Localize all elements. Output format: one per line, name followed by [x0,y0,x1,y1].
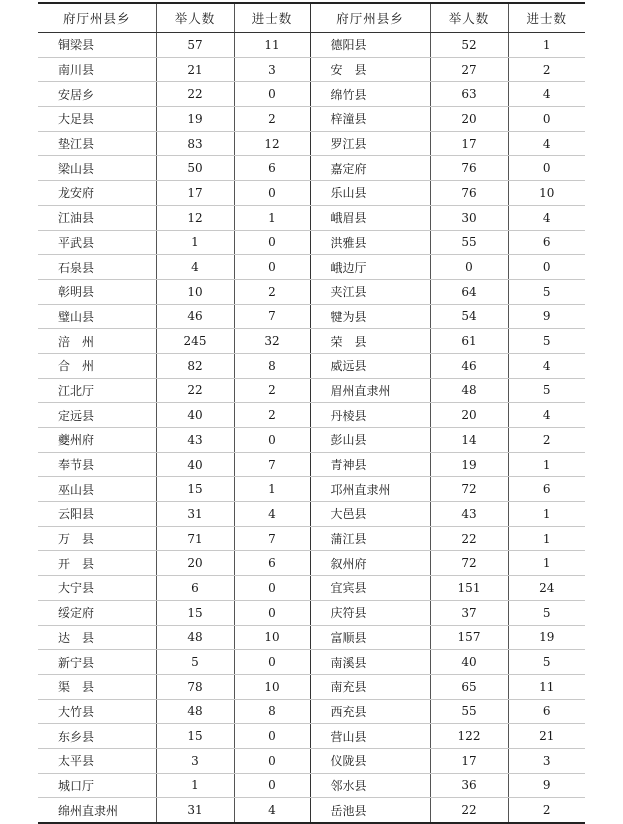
cell-jinshi-right: 2 [508,798,585,823]
header-place-right: 府厅州县乡 [310,3,430,33]
cell-jinshi-right: 21 [508,724,585,749]
header-jinshi-right: 进士数 [508,3,585,33]
cell-juren-right: 55 [430,230,508,255]
table-row [38,156,585,181]
cell-jinshi-left: 12 [234,131,310,156]
cell-juren-right: 0 [430,255,508,280]
table-header [38,3,585,33]
cell-juren-left: 82 [156,353,234,378]
cell-place-left: 垫江县 [38,131,156,156]
cell-jinshi-right: 6 [508,230,585,255]
cell-place-right: 德阳县 [310,33,430,58]
cell-juren-left: 1 [156,773,234,798]
cell-place-right: 庆符县 [310,600,430,625]
cell-juren-right: 52 [430,33,508,58]
cell-jinshi-left: 3 [234,57,310,82]
cell-place-right: 丹棱县 [310,403,430,428]
cell-juren-left: 22 [156,378,234,403]
cell-place-right: 叙州府 [310,551,430,576]
cell-place-right: 青神县 [310,452,430,477]
cell-juren-right: 43 [430,502,508,527]
cell-jinshi-left: 0 [234,650,310,675]
cell-jinshi-left: 0 [234,748,310,773]
table-row [38,551,585,576]
cell-juren-left: 78 [156,674,234,699]
header-juren-right: 举人数 [430,3,508,33]
cell-jinshi-left: 11 [234,33,310,58]
cell-juren-left: 31 [156,502,234,527]
cell-jinshi-left: 0 [234,773,310,798]
table-row [38,279,585,304]
cell-place-right: 嘉定府 [310,156,430,181]
cell-jinshi-left: 7 [234,526,310,551]
table-row [38,378,585,403]
cell-place-right: 邻水县 [310,773,430,798]
cell-jinshi-right: 1 [508,33,585,58]
cell-juren-right: 22 [430,526,508,551]
cell-juren-right: 76 [430,181,508,206]
cell-place-right: 富顺县 [310,625,430,650]
cell-juren-left: 21 [156,57,234,82]
cell-place-left: 新宁县 [38,650,156,675]
cell-jinshi-right: 0 [508,255,585,280]
cell-juren-right: 65 [430,674,508,699]
cell-jinshi-right: 0 [508,107,585,132]
cell-jinshi-left: 0 [234,181,310,206]
cell-jinshi-right: 4 [508,205,585,230]
table-row [38,650,585,675]
cell-juren-left: 40 [156,403,234,428]
cell-place-left: 铜梁县 [38,33,156,58]
cell-jinshi-left: 10 [234,674,310,699]
cell-jinshi-left: 0 [234,428,310,453]
cell-jinshi-left: 0 [234,255,310,280]
cell-juren-right: 46 [430,353,508,378]
cell-juren-left: 10 [156,279,234,304]
cell-place-right: 夹江县 [310,279,430,304]
cell-juren-left: 1 [156,230,234,255]
cell-place-left: 大宁县 [38,576,156,601]
cell-juren-left: 22 [156,82,234,107]
cell-juren-left: 40 [156,452,234,477]
cell-place-left: 绵州直隶州 [38,798,156,823]
cell-jinshi-left: 32 [234,329,310,354]
cell-place-right: 安 县 [310,57,430,82]
cell-jinshi-right: 5 [508,329,585,354]
header-jinshi-left: 进士数 [234,3,310,33]
cell-jinshi-left: 1 [234,205,310,230]
cell-juren-left: 4 [156,255,234,280]
cell-place-right: 营山县 [310,724,430,749]
cell-place-right: 梓潼县 [310,107,430,132]
cell-place-left: 龙安府 [38,181,156,206]
cell-juren-left: 5 [156,650,234,675]
cell-place-right: 仪陇县 [310,748,430,773]
table-row [38,57,585,82]
table-row [38,748,585,773]
cell-place-right: 岳池县 [310,798,430,823]
cell-place-left: 安居乡 [38,82,156,107]
cell-jinshi-right: 2 [508,428,585,453]
cell-place-right: 荣 县 [310,329,430,354]
cell-jinshi-left: 0 [234,576,310,601]
cell-place-left: 渠 县 [38,674,156,699]
table-row [38,329,585,354]
cell-juren-right: 40 [430,650,508,675]
table-row [38,107,585,132]
cell-jinshi-left: 2 [234,107,310,132]
cell-juren-right: 157 [430,625,508,650]
table-row [38,625,585,650]
cell-jinshi-left: 6 [234,156,310,181]
cell-place-right: 眉州直隶州 [310,378,430,403]
cell-place-left: 云阳县 [38,502,156,527]
cell-place-left: 开 县 [38,551,156,576]
cell-place-left: 璧山县 [38,304,156,329]
cell-jinshi-left: 2 [234,279,310,304]
cell-place-right: 宜宾县 [310,576,430,601]
cell-place-right: 蒲江县 [310,526,430,551]
table-row [38,205,585,230]
cell-juren-left: 12 [156,205,234,230]
cell-juren-left: 15 [156,724,234,749]
cell-place-left: 巫山县 [38,477,156,502]
cell-jinshi-left: 4 [234,502,310,527]
table-row [38,82,585,107]
cell-juren-right: 30 [430,205,508,230]
cell-place-left: 江油县 [38,205,156,230]
cell-juren-right: 55 [430,699,508,724]
cell-jinshi-left: 10 [234,625,310,650]
cell-juren-right: 37 [430,600,508,625]
cell-jinshi-right: 3 [508,748,585,773]
table-row [38,181,585,206]
cell-juren-left: 48 [156,625,234,650]
cell-juren-right: 48 [430,378,508,403]
cell-jinshi-left: 7 [234,304,310,329]
cell-juren-right: 17 [430,748,508,773]
cell-juren-left: 20 [156,551,234,576]
cell-jinshi-left: 1 [234,477,310,502]
cell-jinshi-left: 6 [234,551,310,576]
cell-place-left: 万 县 [38,526,156,551]
table-row [38,699,585,724]
cell-juren-left: 43 [156,428,234,453]
cell-jinshi-left: 0 [234,600,310,625]
cell-place-right: 洪雅县 [310,230,430,255]
table-row [38,600,585,625]
cell-jinshi-right: 19 [508,625,585,650]
cell-jinshi-right: 0 [508,156,585,181]
cell-juren-right: 151 [430,576,508,601]
cell-jinshi-right: 4 [508,131,585,156]
cell-place-left: 城口厅 [38,773,156,798]
cell-juren-right: 20 [430,403,508,428]
cell-juren-right: 64 [430,279,508,304]
cell-place-left: 江北厅 [38,378,156,403]
table-row [38,452,585,477]
table-row [38,353,585,378]
cell-place-right: 彭山县 [310,428,430,453]
cell-jinshi-right: 6 [508,699,585,724]
cell-jinshi-left: 0 [234,230,310,255]
table-row [38,403,585,428]
cell-juren-left: 15 [156,600,234,625]
cell-jinshi-right: 2 [508,57,585,82]
cell-juren-left: 83 [156,131,234,156]
cell-juren-left: 6 [156,576,234,601]
cell-juren-left: 17 [156,181,234,206]
cell-juren-left: 3 [156,748,234,773]
cell-place-left: 大足县 [38,107,156,132]
cell-juren-right: 72 [430,551,508,576]
header-place-left: 府厅州县乡 [38,3,156,33]
table-row [38,526,585,551]
table-row [38,304,585,329]
table-row [38,502,585,527]
table-row [38,131,585,156]
cell-juren-right: 20 [430,107,508,132]
cell-jinshi-right: 9 [508,773,585,798]
cell-place-left: 石泉县 [38,255,156,280]
cell-juren-right: 17 [430,131,508,156]
table-row [38,33,585,58]
cell-juren-right: 22 [430,798,508,823]
cell-juren-right: 61 [430,329,508,354]
cell-place-right: 大邑县 [310,502,430,527]
cell-jinshi-right: 5 [508,378,585,403]
cell-place-right: 乐山县 [310,181,430,206]
data-table-page [38,2,585,818]
cell-jinshi-right: 5 [508,650,585,675]
cell-place-left: 定远县 [38,403,156,428]
cell-jinshi-right: 6 [508,477,585,502]
cell-place-right: 邛州直隶州 [310,477,430,502]
cell-place-left: 东乡县 [38,724,156,749]
cell-jinshi-left: 2 [234,403,310,428]
table-row [38,428,585,453]
cell-place-right: 南充县 [310,674,430,699]
cell-place-right: 绵竹县 [310,82,430,107]
cell-place-left: 梁山县 [38,156,156,181]
cell-place-left: 彰明县 [38,279,156,304]
cell-jinshi-left: 7 [234,452,310,477]
cell-juren-left: 19 [156,107,234,132]
cell-place-left: 大竹县 [38,699,156,724]
cell-place-right: 峨边厅 [310,255,430,280]
cell-juren-left: 46 [156,304,234,329]
cell-jinshi-left: 8 [234,353,310,378]
cell-jinshi-right: 4 [508,82,585,107]
cell-jinshi-left: 2 [234,378,310,403]
cell-juren-left: 15 [156,477,234,502]
cell-place-right: 威远县 [310,353,430,378]
cell-jinshi-right: 10 [508,181,585,206]
cell-jinshi-right: 1 [508,452,585,477]
cell-place-right: 罗江县 [310,131,430,156]
cell-juren-left: 57 [156,33,234,58]
cell-juren-left: 71 [156,526,234,551]
cell-juren-right: 63 [430,82,508,107]
cell-jinshi-right: 24 [508,576,585,601]
cell-place-left: 平武县 [38,230,156,255]
cell-place-left: 太平县 [38,748,156,773]
table-row [38,576,585,601]
cell-juren-right: 72 [430,477,508,502]
table-row [38,798,585,823]
cell-jinshi-right: 1 [508,551,585,576]
table-row [38,255,585,280]
cell-juren-right: 36 [430,773,508,798]
cell-juren-right: 122 [430,724,508,749]
header-juren-left: 举人数 [156,3,234,33]
cell-place-right: 西充县 [310,699,430,724]
cell-place-left: 南川县 [38,57,156,82]
cell-jinshi-right: 5 [508,279,585,304]
cell-place-right: 峨眉县 [310,205,430,230]
table-row [38,773,585,798]
table-row [38,674,585,699]
cell-jinshi-left: 8 [234,699,310,724]
cell-jinshi-right: 5 [508,600,585,625]
cell-place-left: 夔州府 [38,428,156,453]
cell-place-left: 涪 州 [38,329,156,354]
table-row [38,230,585,255]
cell-juren-left: 31 [156,798,234,823]
table-body [38,33,585,824]
cell-jinshi-right: 1 [508,526,585,551]
cell-jinshi-right: 4 [508,403,585,428]
cell-jinshi-right: 1 [508,502,585,527]
cell-jinshi-left: 0 [234,82,310,107]
cell-place-left: 绥定府 [38,600,156,625]
cell-juren-right: 54 [430,304,508,329]
cell-place-right: 南溪县 [310,650,430,675]
cell-juren-right: 27 [430,57,508,82]
cell-juren-left: 48 [156,699,234,724]
cell-jinshi-left: 4 [234,798,310,823]
cell-jinshi-right: 4 [508,353,585,378]
table-row [38,477,585,502]
header-row [38,3,585,33]
cell-juren-right: 14 [430,428,508,453]
cell-jinshi-right: 11 [508,674,585,699]
cell-juren-left: 245 [156,329,234,354]
table-row [38,724,585,749]
cell-place-left: 奉节县 [38,452,156,477]
cell-jinshi-right: 9 [508,304,585,329]
cell-place-left: 合 州 [38,353,156,378]
cell-juren-right: 19 [430,452,508,477]
cell-juren-left: 50 [156,156,234,181]
exam-statistics-table [38,2,585,824]
cell-place-right: 犍为县 [310,304,430,329]
cell-juren-right: 76 [430,156,508,181]
cell-place-left: 达 县 [38,625,156,650]
cell-jinshi-left: 0 [234,724,310,749]
